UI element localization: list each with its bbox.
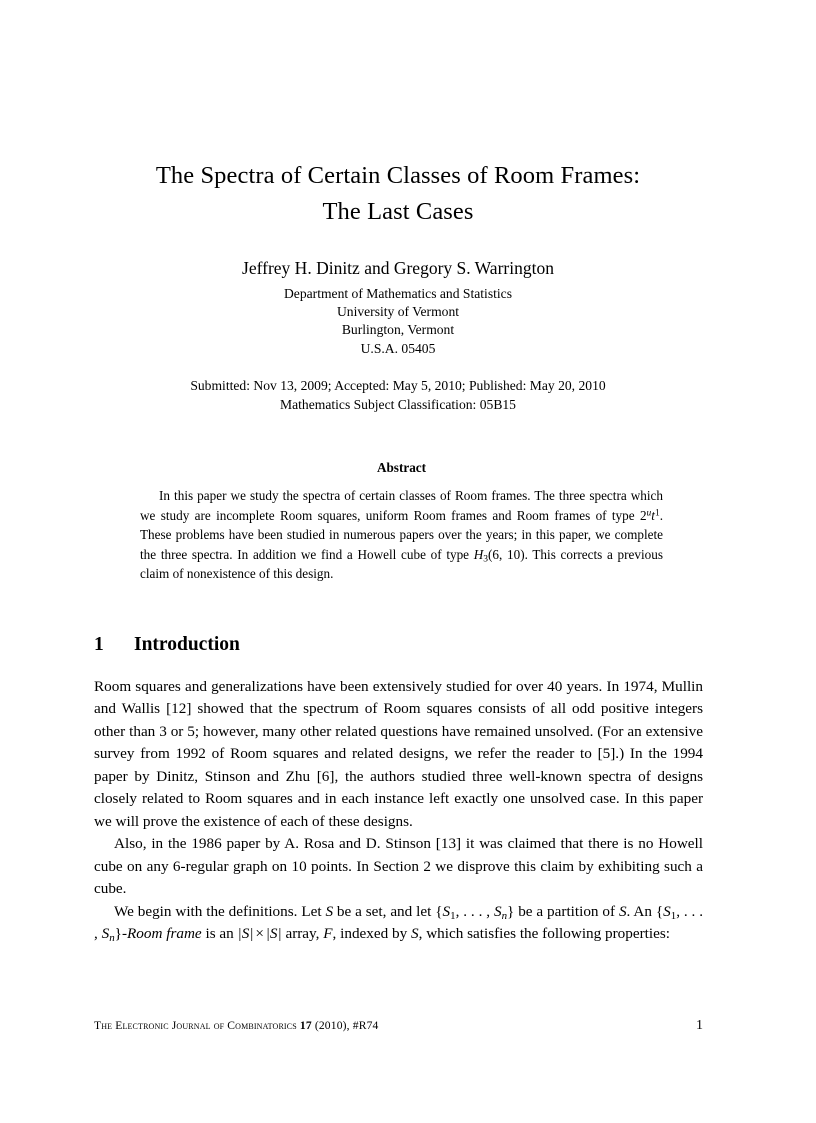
p3-text-f: array, — [281, 924, 324, 942]
math-partition-set-1 — [435, 903, 514, 920]
math-variable: t — [651, 507, 655, 523]
math-set-S-2: S — [618, 902, 627, 920]
abstract-part-1: In this paper we study the spectra of certain classes of Room frames. The three spectra which we study are incomplete Room squares, uniform Room frames and Room frames of type — [140, 488, 663, 523]
set-close-brace-2: } — [114, 924, 122, 942]
p3-text-b: be a set, and let — [333, 902, 436, 920]
set-sn-2: S — [101, 924, 110, 942]
set-s1-1: S — [442, 902, 451, 920]
set-open-brace-2: { — [655, 902, 664, 920]
set-close-brace-1: } — [507, 902, 515, 920]
affiliation-line-1: Department of Mathematics and Statistics — [283, 286, 512, 301]
set-sn-sub-2: n — [109, 932, 115, 945]
math-array-dimensions — [238, 925, 282, 942]
journal-name: The Electronic Journal of Combinatorics — [94, 1019, 297, 1032]
math-howell-cube — [473, 546, 525, 565]
dim-abs-2: |S| — [265, 924, 282, 942]
set-dots-2: , . . . , — [94, 902, 704, 942]
set-s1-2: S — [663, 902, 671, 920]
journal-volume: 17 — [299, 1019, 312, 1032]
publication-dates — [94, 376, 702, 414]
set-dots-1: , . . . , — [455, 902, 494, 920]
section-title: Introduction — [134, 634, 240, 655]
math-howell-subscript: 3 — [483, 554, 489, 565]
paper-title — [94, 158, 702, 230]
paragraph-1: Room squares and generalizations have been extensively studied for over 40 years. In 1974, Mullin and Wallis [12] showed that the spectrum of Room squares consists of all odd positive integers other than 3 or 5; however, many other related questions have remained unsolved. (For an extensive survey from 1992 of Room squares and related designs, we refer the reader to [5].) In the 1994 paper by Dinitz, Stinson and Zhu [6], the authors studied three well-known spectra of designs closely related to Room squares and in each instance left exactly one unsolved case. In this paper we will prove the existence of each of these designs. — [94, 678, 703, 830]
journal-issue: (2010), #R74 — [311, 1019, 379, 1032]
dim-abs-1: |S| — [237, 924, 254, 942]
math-room-frame-type — [640, 508, 660, 523]
affiliation-block — [94, 285, 702, 358]
title-line-2: The Last Cases — [322, 198, 474, 225]
paragraph-3 — [94, 901, 703, 946]
introduction-body — [94, 676, 703, 945]
author-list: Jeffrey H. Dinitz and Gregory S. Warrington — [242, 258, 554, 278]
term-room-frame: -Room frame — [121, 924, 202, 942]
abstract-text — [140, 486, 663, 584]
multiplication-sign: × — [255, 924, 264, 942]
p3-text-d: . An — [626, 902, 656, 920]
math-set-S-3: S — [411, 924, 419, 942]
math-howell-args: (6, 10) — [488, 546, 525, 562]
set-sn-1: S — [493, 902, 502, 920]
p3-text-e: is an — [201, 924, 238, 942]
math-set-S-1: S — [325, 902, 334, 920]
math-exponent: u — [646, 508, 652, 519]
set-sn-sub-1: n — [501, 909, 508, 922]
section-heading-introduction — [94, 632, 702, 658]
math-array-F: F — [323, 924, 333, 942]
abstract-part-2: . These problems have been studied in numerous papers over the years; in this paper, we complete the three spectra. In addition we find a Howell cube of type — [140, 507, 663, 562]
affiliation-line-3: Burlington, Vermont — [341, 322, 455, 338]
p3-text-c: be a partition of — [514, 902, 619, 920]
p3-text-a: We begin with the definitions. Let — [114, 902, 326, 920]
msc-line: Mathematics Subject Classification: 05B15 — [280, 397, 516, 412]
p3-text-h: , which satisfies the following properties: — [418, 924, 670, 942]
affiliation-line-2: University of Vermont — [336, 304, 460, 320]
page-footer — [94, 1018, 703, 1034]
section-number: 1 — [94, 634, 104, 655]
title-line-1: The Spectra of Certain Classes of Room Frames: — [155, 162, 641, 189]
p3-text-g: , indexed by — [332, 924, 411, 942]
math-base: 2 — [639, 507, 647, 523]
abstract-heading: Abstract — [376, 460, 427, 475]
submission-line: Submitted: Nov 13, 2009; Accepted: May 5, 2010; Published: May 20, 2010 — [190, 378, 606, 393]
set-s1-sub-2: 1 — [670, 909, 677, 922]
paragraph-2: Also, in the 1986 paper by A. Rosa and D. Stinson [13] it was claimed that there is no Howell cube on any 6-regular graph on 10 points. In Section 2 we disprove this claim by exhibiting such a cube. — [94, 835, 703, 898]
math-variable-exponent: 1 — [654, 508, 660, 519]
abstract-part-3: . This corrects a previous claim of nonexistence of this design. — [140, 546, 663, 582]
math-howell-letter: H — [473, 546, 484, 562]
set-s1-sub-1: 1 — [450, 909, 456, 922]
page-number: 1 — [696, 1018, 703, 1033]
affiliation-line-4: U.S.A. 05405 — [360, 340, 436, 356]
set-open-brace-1: { — [435, 902, 443, 920]
journal-citation — [94, 1019, 378, 1032]
